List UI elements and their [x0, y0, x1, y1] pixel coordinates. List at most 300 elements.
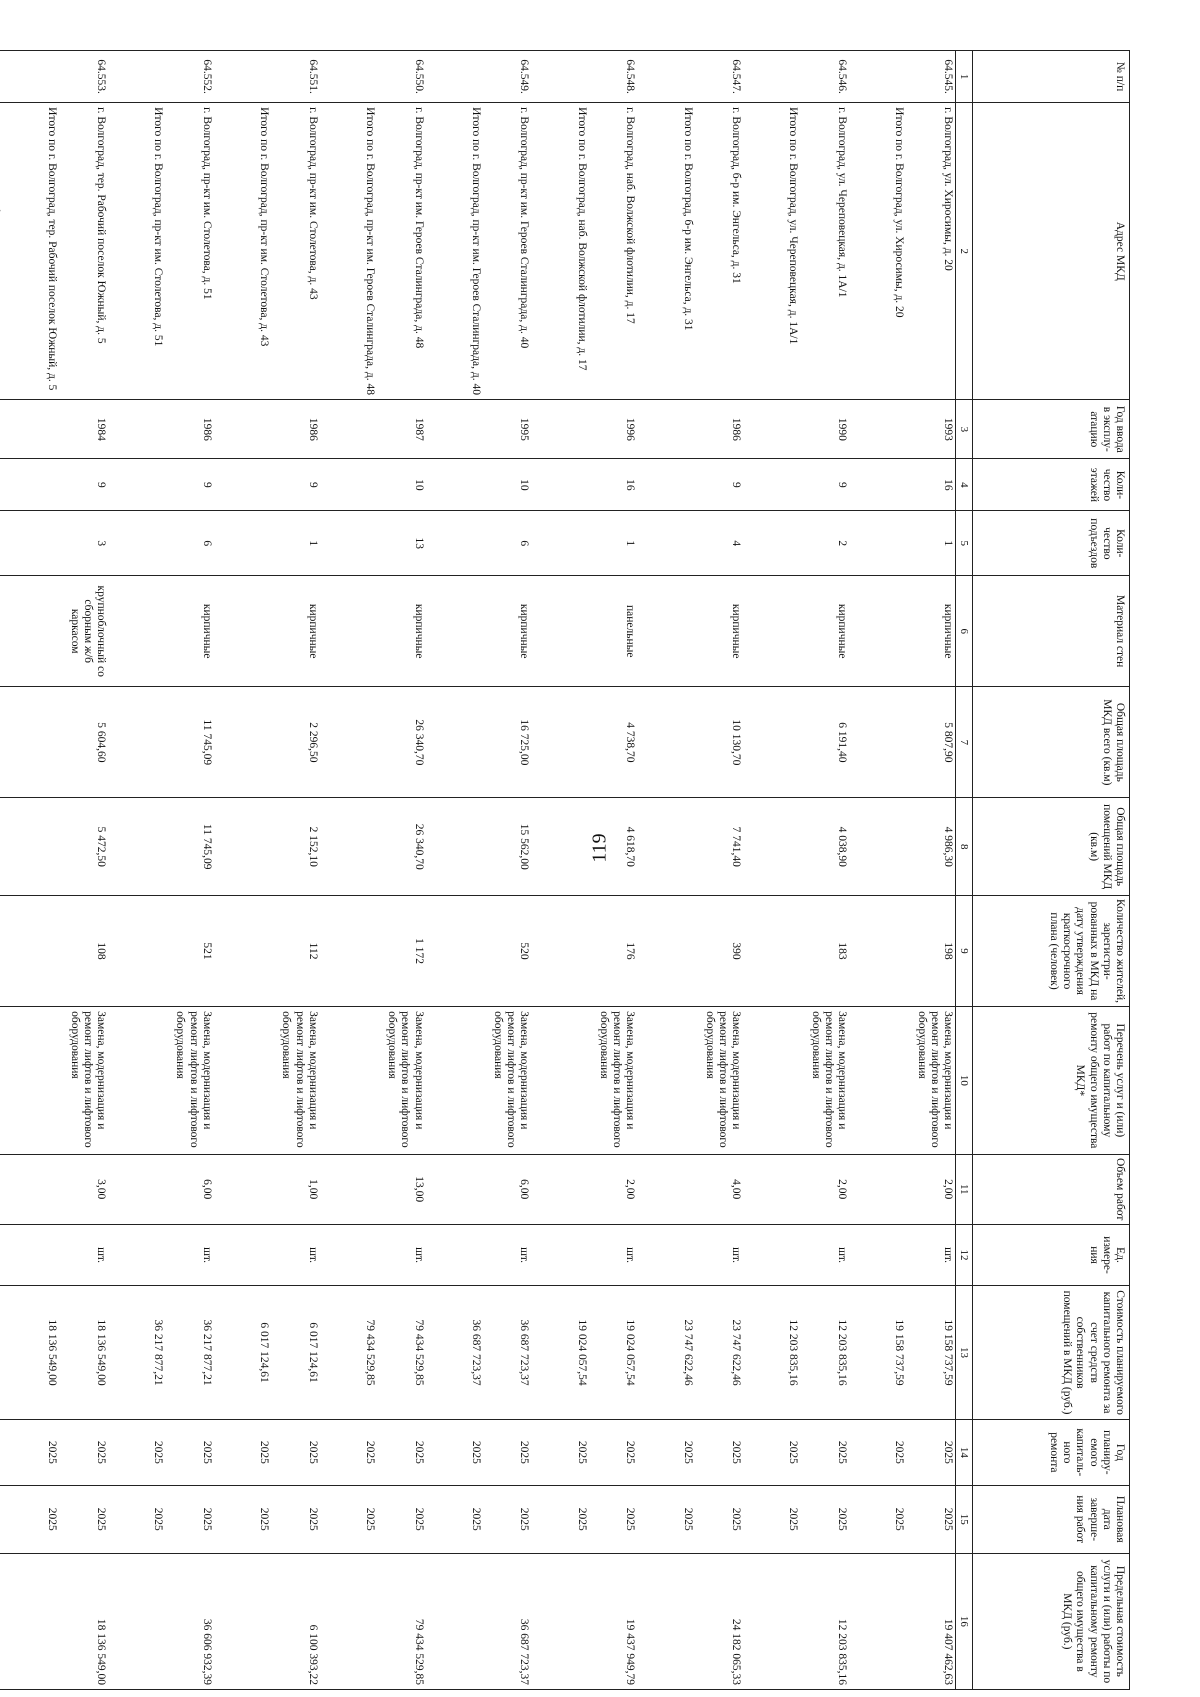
entrances-cell: 6 [172, 511, 214, 576]
residents-cell [891, 895, 913, 1006]
rooms-area-cell [44, 798, 66, 896]
spacer-cell [637, 895, 679, 1006]
address-cell: г. Волгоград, пр-кт им. Героев Сталинграда, д. 40 [490, 103, 532, 400]
spacer-cell [637, 51, 679, 103]
row-number [785, 51, 807, 103]
limit-cost-cell: 6 100 393,22 [278, 1553, 320, 1689]
plan-year-cell: 2025 [44, 1419, 66, 1485]
end-date-cell: 2025 [172, 1485, 214, 1553]
spacer-cell [743, 51, 785, 103]
row-number: 64.550. [384, 51, 426, 103]
work-volume-cell: 4,00 [702, 1154, 744, 1224]
year-cell: 1990 [807, 400, 849, 459]
row-spacer [532, 51, 574, 1690]
spacer-cell [426, 1007, 468, 1154]
entrances-cell: 6 [490, 511, 532, 576]
column-number: 3 [956, 400, 973, 459]
spacer-cell [426, 1286, 468, 1420]
spacer-cell [637, 1485, 679, 1553]
total-row [785, 51, 807, 1690]
row-number: 64.552. [172, 51, 214, 103]
total-row [256, 51, 278, 1690]
spacer-cell [426, 895, 468, 1006]
spacer-cell [637, 400, 679, 459]
repair-cost-cell: 36 217 877,21 [150, 1286, 172, 1420]
spacer-cell [108, 798, 150, 896]
floors-cell [256, 459, 278, 511]
spacer-cell [108, 103, 150, 400]
spacer-cell [743, 1553, 785, 1689]
floors-cell: 9 [807, 459, 849, 511]
spacer-cell [426, 51, 468, 103]
work-description-cell: Замена, модернизация и ремонт лифтов и лифтового оборудования [702, 1007, 744, 1154]
limit-cost-cell [150, 1553, 172, 1689]
rooms-area-cell: 4 038,90 [807, 798, 849, 896]
spacer-cell [108, 1419, 150, 1485]
wall-material-cell: кирпичные [490, 576, 532, 687]
work-volume-cell: 6,00 [490, 1154, 532, 1224]
row-spacer [2, 51, 44, 1690]
work-volume-cell [150, 1154, 172, 1224]
limit-cost-cell [891, 1553, 913, 1689]
plan-year-cell: 2025 [574, 1419, 596, 1485]
spacer-cell [849, 1485, 891, 1553]
spacer-cell [532, 1154, 574, 1224]
spacer-cell [743, 511, 785, 576]
residents-cell: 521 [172, 895, 214, 1006]
column-number: 7 [956, 687, 973, 798]
repair-cost-cell: 23 747 622,46 [679, 1286, 701, 1420]
spacer-cell [214, 687, 256, 798]
spacer-cell [532, 576, 574, 687]
table-body [0, 51, 956, 1690]
spacer-cell [108, 1224, 150, 1285]
work-description-cell [785, 1007, 807, 1154]
column-number: 2 [956, 103, 973, 400]
work-description-cell [44, 1007, 66, 1154]
spacer-cell [637, 103, 679, 400]
spacer-cell [214, 1553, 256, 1689]
row-number: 64.549. [490, 51, 532, 103]
end-date-cell: 2025 [384, 1485, 426, 1553]
spacer-cell [320, 798, 362, 896]
spacer-cell [2, 400, 44, 459]
total-area-cell [150, 687, 172, 798]
plan-year-cell: 2025 [66, 1419, 108, 1485]
work-volume-cell [256, 1154, 278, 1224]
plan-year-cell: 2025 [278, 1419, 320, 1485]
spacer-cell [849, 459, 891, 511]
header-cell: Общая площадь помещений МКД (кв.м) [973, 798, 1130, 896]
total-area-cell [362, 687, 384, 798]
spacer-cell [108, 511, 150, 576]
end-date-cell: 2025 [574, 1485, 596, 1553]
spacer-cell [426, 400, 468, 459]
end-date-cell: 2025 [490, 1485, 532, 1553]
spacer-cell [2, 1553, 44, 1689]
limit-cost-cell [574, 1553, 596, 1689]
spacer-cell [426, 798, 468, 896]
header-cell: Коли-чество этажей [973, 459, 1130, 511]
work-description-cell [679, 1007, 701, 1154]
address-cell: Итого по г. Волгоград, тер. Рабочий поселок Южный, д. 5 [44, 103, 66, 400]
total-area-cell [679, 687, 701, 798]
work-description-cell: Замена, модернизация и ремонт лифтов и лифтового оборудования [384, 1007, 426, 1154]
spacer-cell [743, 1154, 785, 1224]
repair-cost-cell: 19 158 737,59 [913, 1286, 955, 1420]
row-number [256, 51, 278, 103]
wall-material-cell [891, 576, 913, 687]
spacer-cell [743, 103, 785, 400]
row-number: 64.551. [278, 51, 320, 103]
wall-material-cell: крупноблочный со сборным ж/б каркасом [66, 576, 108, 687]
wall-material-cell: кирпичные [913, 576, 955, 687]
total-area-cell: 5 807,90 [913, 687, 955, 798]
end-date-cell: 2025 [362, 1485, 384, 1553]
unit-cell [679, 1224, 701, 1285]
work-volume-cell [891, 1154, 913, 1224]
work-description-cell: Замена, модернизация и ремонт лифтов и лифтового оборудования [596, 1007, 638, 1154]
spacer-cell [426, 1154, 468, 1224]
rooms-area-cell [468, 798, 490, 896]
plan-year-cell: 2025 [913, 1419, 955, 1485]
residents-cell: 198 [913, 895, 955, 1006]
spacer-cell [108, 459, 150, 511]
rotated-table-container [40, 50, 1130, 1690]
row-number: 64.547. [702, 51, 744, 103]
limit-cost-cell: 19 407 462,63 [913, 1553, 955, 1689]
row-spacer [108, 51, 150, 1690]
table-row [913, 51, 955, 1690]
year-cell [362, 400, 384, 459]
rooms-area-cell [256, 798, 278, 896]
spacer-cell [2, 1154, 44, 1224]
repair-cost-cell: 36 687 723,37 [468, 1286, 490, 1420]
plan-year-cell: 2025 [172, 1419, 214, 1485]
end-date-cell: 2025 [66, 1485, 108, 1553]
table-row [278, 51, 320, 1690]
spacer-cell [426, 1485, 468, 1553]
residents-cell: 1 172 [384, 895, 426, 1006]
spacer-cell [426, 459, 468, 511]
entrances-cell [0, 511, 2, 576]
spacer-cell [849, 1419, 891, 1485]
spacer-cell [426, 1224, 468, 1285]
spacer-cell [2, 1224, 44, 1285]
spacer-cell [426, 103, 468, 400]
row-spacer [743, 51, 785, 1690]
row-spacer [426, 51, 468, 1690]
rooms-area-cell: 5 472,50 [66, 798, 108, 896]
wall-material-cell [150, 576, 172, 687]
address-cell: г. Волгоград, тер. Рабочий поселок Южный, д. 5 [66, 103, 108, 400]
address-cell: г. Волгоград, ул. Череповецкая, д. 1А/1 [807, 103, 849, 400]
spacer-cell [108, 1286, 150, 1420]
end-date-cell: 2025 [468, 1485, 490, 1553]
row-number [362, 51, 384, 103]
spacer-cell [849, 687, 891, 798]
header-cell: Год планиру-емого капиталь-ного ремонта [973, 1419, 1130, 1485]
residents-cell [256, 895, 278, 1006]
spacer-cell [214, 1007, 256, 1154]
work-description-cell: Замена, модернизация и ремонт лифтов и лифтового оборудования [66, 1007, 108, 1154]
end-date-cell: 2025 [891, 1485, 913, 1553]
unit-cell: шт. [66, 1224, 108, 1285]
entrances-cell: 4 [702, 511, 744, 576]
limit-cost-cell [785, 1553, 807, 1689]
address-cell: г. Волгоград, б-р им. Энгельса, д. 31 [702, 103, 744, 400]
limit-cost-cell: 79 434 529,85 [384, 1553, 426, 1689]
work-volume-cell: 13,00 [384, 1154, 426, 1224]
spacer-cell [2, 1419, 44, 1485]
floors-cell [0, 459, 2, 511]
row-number [150, 51, 172, 103]
address-cell [0, 103, 2, 400]
entrances-cell: 3 [66, 511, 108, 576]
spacer-cell [637, 687, 679, 798]
wall-material-cell [0, 576, 2, 687]
work-volume-cell [468, 1154, 490, 1224]
unit-cell [256, 1224, 278, 1285]
spacer-cell [532, 798, 574, 896]
spacer-cell [214, 895, 256, 1006]
spacer-cell [214, 1154, 256, 1224]
spacer-cell [320, 1224, 362, 1285]
row-number [0, 51, 2, 103]
spacer-cell [320, 1286, 362, 1420]
total-area-cell: 26 340,70 [384, 687, 426, 798]
work-volume-cell: 2,00 [807, 1154, 849, 1224]
spacer-cell [320, 103, 362, 400]
floors-cell: 16 [913, 459, 955, 511]
rooms-area-cell [0, 798, 2, 896]
year-cell [679, 400, 701, 459]
total-row [44, 51, 66, 1690]
row-spacer [214, 51, 256, 1690]
spacer-cell [320, 400, 362, 459]
residents-cell: 176 [596, 895, 638, 1006]
entrances-cell [150, 511, 172, 576]
repair-cost-cell: 6 017 124,61 [256, 1286, 278, 1420]
residents-cell: 183 [807, 895, 849, 1006]
column-number: 4 [956, 459, 973, 511]
column-number: 6 [956, 576, 973, 687]
unit-cell [362, 1224, 384, 1285]
entrances-cell [256, 511, 278, 576]
row-number [891, 51, 913, 103]
entrances-cell [44, 511, 66, 576]
spacer-cell [2, 1286, 44, 1420]
entrances-cell: 1 [596, 511, 638, 576]
total-area-cell: 11 745,09 [172, 687, 214, 798]
year-cell [891, 400, 913, 459]
year-cell [150, 400, 172, 459]
year-cell: 1993 [913, 400, 955, 459]
year-cell: 1996 [596, 400, 638, 459]
total-area-cell: 4 738,70 [596, 687, 638, 798]
spacer-cell [532, 1224, 574, 1285]
work-volume-cell [0, 1154, 2, 1224]
floors-cell [574, 459, 596, 511]
row-number: 64.546. [807, 51, 849, 103]
address-cell: г. Волгоград, пр-кт им. Героев Сталинграда, д. 48 [384, 103, 426, 400]
header-cell: Общая площадь МКД всего (кв.м) [973, 687, 1130, 798]
repair-cost-cell: 18 136 549,00 [66, 1286, 108, 1420]
plan-year-cell: 2025 [679, 1419, 701, 1485]
address-cell: г. Волгоград, пр-кт им. Столетова, д. 43 [278, 103, 320, 400]
header-cell: № п/п [973, 51, 1130, 103]
end-date-cell: 2025 [702, 1485, 744, 1553]
spacer-cell [849, 51, 891, 103]
unit-cell [0, 1224, 2, 1285]
floors-cell: 10 [384, 459, 426, 511]
row-spacer [849, 51, 891, 1690]
spacer-cell [743, 687, 785, 798]
spacer-cell [2, 459, 44, 511]
floors-cell: 16 [596, 459, 638, 511]
repair-cost-cell: 12 203 835,16 [807, 1286, 849, 1420]
table-row [172, 51, 214, 1690]
spacer-cell [2, 576, 44, 687]
year-cell: 1986 [702, 400, 744, 459]
header-cell: Материал стен [973, 576, 1130, 687]
header-cell: Перечень услуг и (или) работ по капитальному ремонту общего имущества МКД* [973, 1007, 1130, 1154]
header-cell: Количество жителей, зарегистри-рованных в МКД на дату утверждения краткосрочного плана (человек) [973, 895, 1130, 1006]
end-date-cell: 2025 [807, 1485, 849, 1553]
spacer-cell [532, 1419, 574, 1485]
limit-cost-cell [0, 1553, 2, 1689]
wall-material-cell: кирпичные [702, 576, 744, 687]
spacer-cell [108, 400, 150, 459]
spacer-cell [849, 1286, 891, 1420]
work-description-cell [256, 1007, 278, 1154]
end-date-cell: 2025 [44, 1485, 66, 1553]
address-cell: Итого по г. Волгоград, б-р им. Энгельса, д. 31 [679, 103, 701, 400]
spacer-cell [426, 687, 468, 798]
residents-cell [150, 895, 172, 1006]
unit-cell: шт. [702, 1224, 744, 1285]
spacer-cell [532, 51, 574, 103]
entrances-cell [891, 511, 913, 576]
address-cell: Итого по г. Волгоград, наб. Волжской флотилии, д. 17 [574, 103, 596, 400]
residents-cell [785, 895, 807, 1006]
floors-cell [785, 459, 807, 511]
row-number: 64.545. [913, 51, 955, 103]
work-description-cell: Замена, модернизация и ремонт лифтов и лифтового оборудования [278, 1007, 320, 1154]
spacer-cell [637, 798, 679, 896]
column-number: 5 [956, 511, 973, 576]
end-date-cell: 2025 [256, 1485, 278, 1553]
spacer-cell [637, 459, 679, 511]
address-cell: Итого по г. Волгоград, ул. Череповецкая, д. 1А/1 [785, 103, 807, 400]
total-area-cell: 5 604,60 [66, 687, 108, 798]
unit-cell [785, 1224, 807, 1285]
column-number: 11 [956, 1154, 973, 1224]
address-cell: г. Волгоград, ул. Хиросимы, д. 20 [913, 103, 955, 400]
spacer-cell [743, 1419, 785, 1485]
residents-cell [0, 895, 2, 1006]
floors-cell: 9 [172, 459, 214, 511]
address-cell: Итого по г. Волгоград, пр-кт им. Столетова, д. 43 [256, 103, 278, 400]
spacer-cell [2, 511, 44, 576]
unit-cell [891, 1224, 913, 1285]
wall-material-cell [574, 576, 596, 687]
header-cell: Ед. измере-ния [973, 1224, 1130, 1285]
rooms-area-cell: 4 618,70 [596, 798, 638, 896]
work-description-cell: Замена, модернизация и ремонт лифтов и лифтового оборудования [913, 1007, 955, 1154]
spacer-cell [849, 1154, 891, 1224]
row-number: 64.553. [66, 51, 108, 103]
spacer-cell [108, 1007, 150, 1154]
spacer-cell [849, 1224, 891, 1285]
spacer-cell [214, 798, 256, 896]
wall-material-cell: кирпичные [807, 576, 849, 687]
entrances-cell: 1 [913, 511, 955, 576]
work-volume-cell [785, 1154, 807, 1224]
page-number: 119 [588, 833, 611, 863]
work-volume-cell: 1,00 [278, 1154, 320, 1224]
spacer-cell [2, 1007, 44, 1154]
spacer-cell [637, 1286, 679, 1420]
column-number: 12 [956, 1224, 973, 1285]
work-description-cell: Замена, модернизация и ремонт лифтов и лифтового оборудования [490, 1007, 532, 1154]
spacer-cell [532, 895, 574, 1006]
spacer-cell [108, 895, 150, 1006]
spacer-cell [637, 511, 679, 576]
entrances-cell: 1 [278, 511, 320, 576]
rooms-area-cell: 11 745,09 [172, 798, 214, 896]
year-cell: 1986 [278, 400, 320, 459]
plan-year-cell: 2025 [702, 1419, 744, 1485]
row-number: 64.548. [596, 51, 638, 103]
column-number: 8 [956, 798, 973, 896]
end-date-cell: 2025 [679, 1485, 701, 1553]
work-volume-cell: 2,00 [913, 1154, 955, 1224]
end-date-cell: 2025 [785, 1485, 807, 1553]
spacer-cell [849, 1007, 891, 1154]
table-row [596, 51, 638, 1690]
plan-year-cell [0, 1419, 2, 1485]
residents-cell: 108 [66, 895, 108, 1006]
spacer-cell [426, 1553, 468, 1689]
year-cell: 1984 [66, 400, 108, 459]
total-row [150, 51, 172, 1690]
spacer-cell [320, 1485, 362, 1553]
year-cell [0, 400, 2, 459]
wall-material-cell [785, 576, 807, 687]
total-area-cell [256, 687, 278, 798]
rooms-area-cell: 4 986,30 [913, 798, 955, 896]
repair-cost-cell: 6 017 124,61 [278, 1286, 320, 1420]
repair-cost-cell: 18 136 549,00 [44, 1286, 66, 1420]
year-cell: 1986 [172, 400, 214, 459]
rooms-area-cell [679, 798, 701, 896]
rooms-area-cell: 26 340,70 [384, 798, 426, 896]
rooms-area-cell [362, 798, 384, 896]
work-volume-cell [362, 1154, 384, 1224]
floors-cell: 9 [702, 459, 744, 511]
spacer-cell [532, 103, 574, 400]
limit-cost-cell: 36 687 723,37 [490, 1553, 532, 1689]
total-row [468, 51, 490, 1690]
spacer-cell [214, 51, 256, 103]
total-row [679, 51, 701, 1690]
spacer-cell [320, 1154, 362, 1224]
spacer-cell [214, 511, 256, 576]
unit-cell: шт. [490, 1224, 532, 1285]
work-volume-cell: 3,00 [66, 1154, 108, 1224]
header-cell: Коли-чество подъездов [973, 511, 1130, 576]
